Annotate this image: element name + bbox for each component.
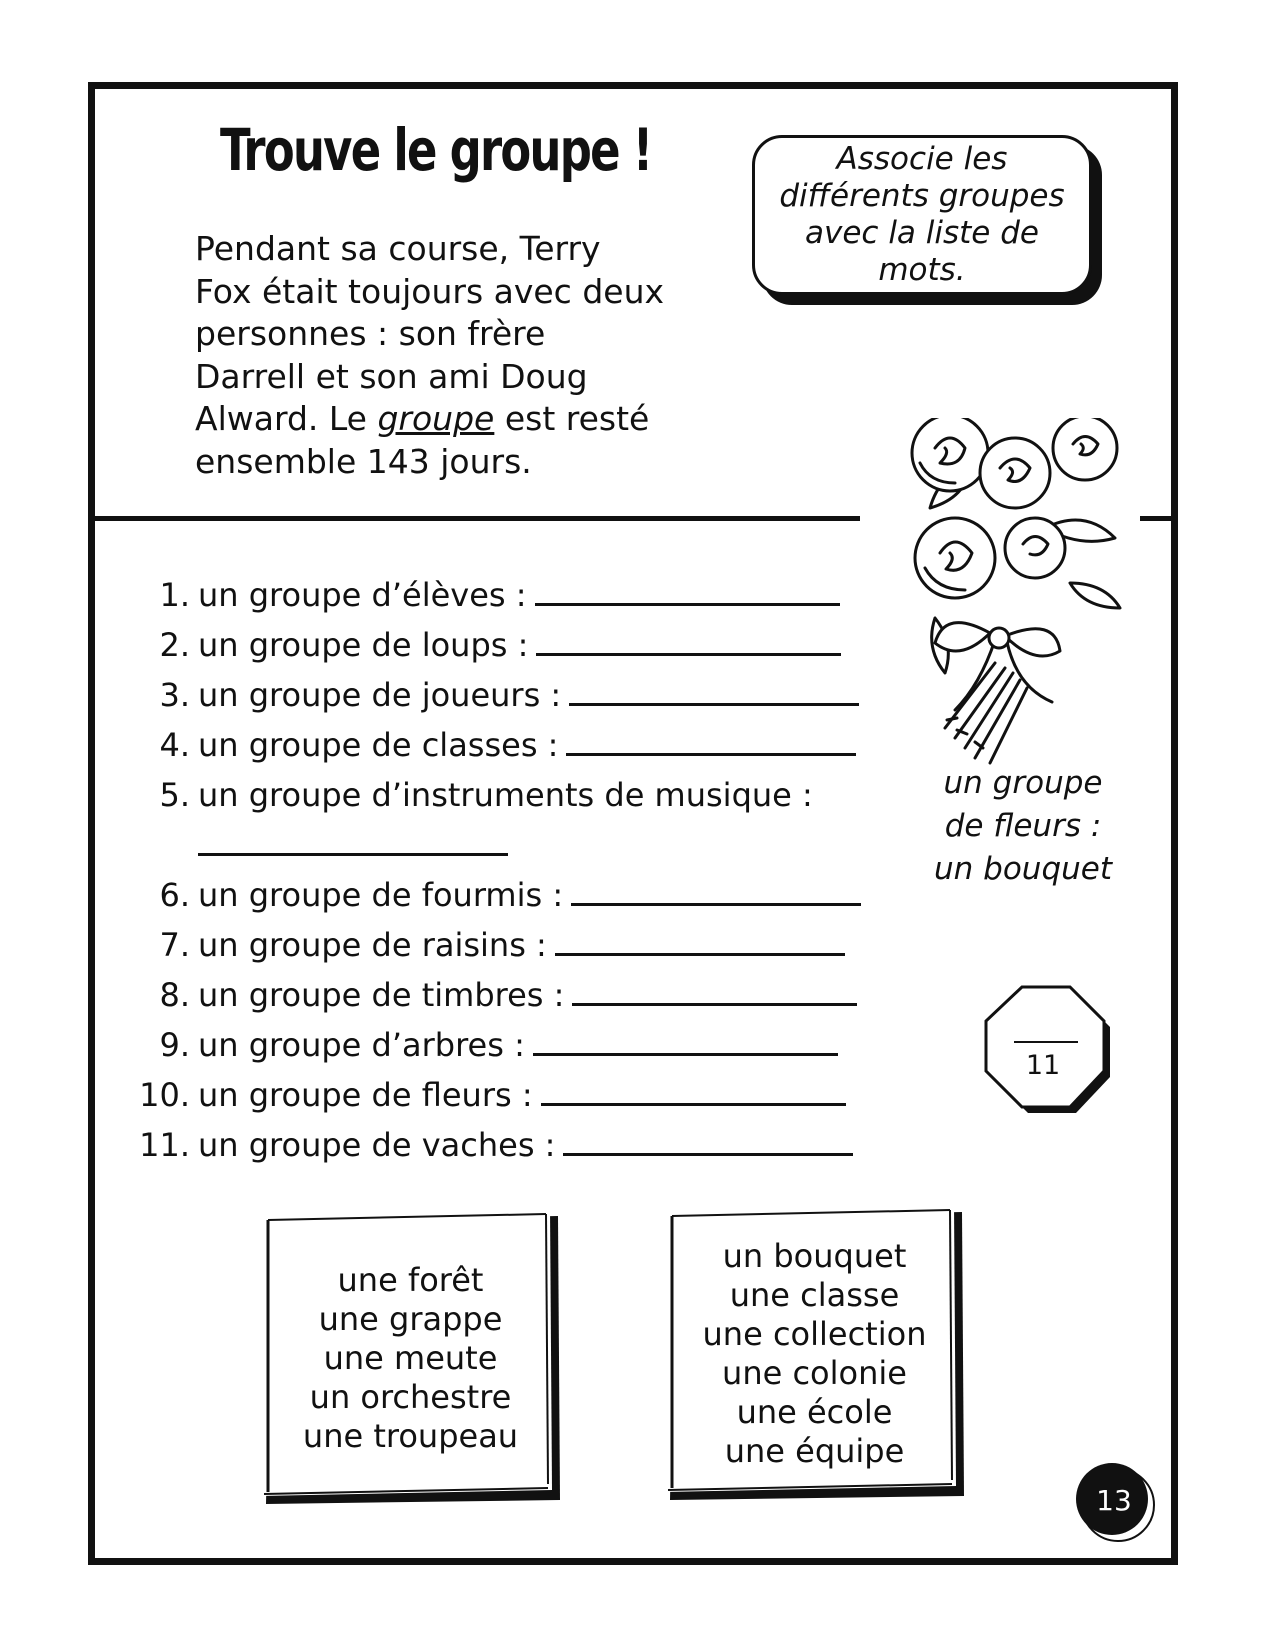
answer-blank[interactable] xyxy=(555,923,845,956)
answer-blank[interactable] xyxy=(535,573,840,606)
answer-blank[interactable] xyxy=(533,1023,838,1056)
word-list xyxy=(674,1216,955,1492)
question-item: 7. un groupe de raisins : xyxy=(120,920,861,970)
score-total: 11 xyxy=(1025,1050,1061,1081)
question-item: 5. un groupe d’instruments de musique : xyxy=(159,776,813,814)
answer-blank[interactable] xyxy=(198,823,508,856)
answer-blank[interactable] xyxy=(572,973,857,1006)
word-item: une école xyxy=(736,1393,893,1431)
answer-blank[interactable] xyxy=(571,873,861,906)
intro-paragraph xyxy=(195,228,665,483)
word-item: une grappe xyxy=(318,1299,503,1338)
intro-keyword: groupe xyxy=(377,399,495,438)
word-item: une classe xyxy=(729,1276,900,1314)
word-item: une troupeau xyxy=(302,1416,519,1455)
question-item: 3. un groupe de joueurs : xyxy=(120,670,861,720)
intro-text-before: Pendant sa course, Terry Fox était toujours avec deux personnes : son frère Darrell et son ami Doug Alward. Le xyxy=(195,229,665,438)
answer-blank[interactable] xyxy=(563,1123,853,1156)
question-text: un groupe d’élèves : xyxy=(198,576,527,614)
question-item: 1. un groupe d’élèves : xyxy=(120,570,861,620)
question-text: un groupe de joueurs : xyxy=(198,676,562,714)
word-item: une forêt xyxy=(337,1260,484,1299)
word-item: une colonie xyxy=(722,1354,907,1392)
question-text: un groupe de classes : xyxy=(198,726,559,764)
answer-blank[interactable] xyxy=(541,1073,846,1106)
instruction-bubble xyxy=(752,135,1102,305)
question-item: 8. un groupe de timbres : xyxy=(120,970,861,1020)
flower-bouquet-illustration xyxy=(895,418,1145,778)
question-text: un groupe de vaches : xyxy=(198,1126,556,1164)
question-list xyxy=(120,570,861,1170)
answer-blank[interactable] xyxy=(566,723,856,756)
question-text: un groupe de loups : xyxy=(198,626,529,664)
question-text: un groupe de fleurs : xyxy=(198,1076,533,1114)
question-item: 11. un groupe de vaches : xyxy=(120,1120,861,1170)
question-item-continuation xyxy=(120,820,861,870)
question-text: un groupe de fourmis : xyxy=(198,876,564,914)
word-item: un bouquet xyxy=(722,1237,907,1275)
question-item: 10. un groupe de fleurs : xyxy=(120,1070,861,1120)
answer-blank[interactable] xyxy=(569,673,859,706)
example-caption: un groupe de fleurs : un bouquet xyxy=(934,765,1112,887)
word-box-1 xyxy=(258,1208,563,1508)
page-number: 13 xyxy=(1096,1484,1132,1517)
word-box-2 xyxy=(662,1204,967,1504)
answer-blank[interactable] xyxy=(536,623,841,656)
intro-text-after: est resté ensemble 143 jours. xyxy=(195,399,650,481)
word-item: une meute xyxy=(323,1338,498,1377)
question-text: un groupe d’arbres : xyxy=(198,1026,525,1064)
page-title: Trouve le groupe ! xyxy=(220,116,652,184)
word-list xyxy=(270,1220,551,1496)
word-item: une équipe xyxy=(724,1432,905,1470)
section-divider xyxy=(95,516,860,521)
question-text: un groupe de timbres : xyxy=(198,976,565,1014)
word-item: une collection xyxy=(702,1315,927,1353)
question-text: un groupe de raisins : xyxy=(198,926,547,964)
instruction-text: Associe les différents groupes avec la liste de mots. xyxy=(752,135,1092,295)
question-item: 4. un groupe de classes : xyxy=(120,720,861,770)
question-item: 2. un groupe de loups : xyxy=(120,620,861,670)
question-item: 9. un groupe d’arbres : xyxy=(120,1020,861,1070)
word-item: un orchestre xyxy=(309,1377,512,1416)
question-text: un groupe d’instruments de musique : xyxy=(198,776,813,814)
question-item: 6. un groupe de fourmis : xyxy=(120,870,861,920)
